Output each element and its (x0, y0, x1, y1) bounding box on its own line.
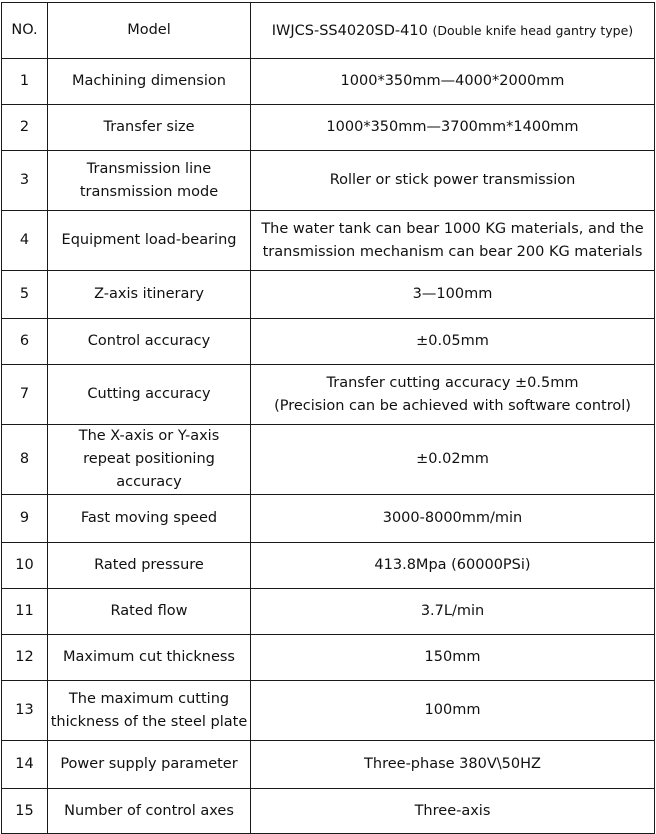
row-value: ±0.05mm (251, 319, 655, 365)
table-row (2, 681, 655, 741)
row-name: Machining dimension (48, 59, 251, 105)
row-name: Cutting accuracy (48, 365, 251, 425)
table-row (2, 425, 655, 495)
row-value: 3.7L/min (251, 589, 655, 635)
header-row (2, 3, 655, 59)
table-row (2, 589, 655, 635)
row-name-line: transmission mode (79, 183, 219, 200)
row-name-line: repeat positioning accuracy (83, 451, 215, 490)
row-value: 100mm (251, 681, 655, 741)
row-name: Maximum cut thickness (48, 635, 251, 681)
row-name: Control accuracy (48, 319, 251, 365)
row-name: Number of control axes (48, 789, 251, 834)
row-no: 12 (2, 635, 48, 681)
table-row (2, 211, 655, 271)
row-no: 1 (2, 59, 48, 105)
row-no: 11 (2, 589, 48, 635)
row-name (48, 151, 251, 211)
row-name: Fast moving speed (48, 495, 251, 543)
row-value: 1000*350mm—4000*2000mm (251, 59, 655, 105)
table-row (2, 105, 655, 151)
row-no: 3 (2, 151, 48, 211)
row-name-line: Transmission line (86, 160, 212, 177)
row-value-line: transmission mechanism can bear 200 KG materials (262, 243, 643, 260)
table-row (2, 543, 655, 589)
row-no: 10 (2, 543, 48, 589)
table-row (2, 789, 655, 834)
row-name: Z-axis itinerary (48, 271, 251, 319)
row-no: 4 (2, 211, 48, 271)
row-name: Rated pressure (48, 543, 251, 589)
row-no: 7 (2, 365, 48, 425)
table-row (2, 319, 655, 365)
row-name: Equipment load-bearing (48, 211, 251, 271)
row-value: 1000*350mm—3700mm*1400mm (251, 105, 655, 151)
row-no: 15 (2, 789, 48, 834)
row-name (48, 425, 251, 495)
row-name: Transfer size (48, 105, 251, 151)
table-row (2, 495, 655, 543)
table-row (2, 59, 655, 105)
row-value: Three-axis (251, 789, 655, 834)
row-value: 3000-8000mm/min (251, 495, 655, 543)
header-model-value: IWJCS-SS4020SD-410 (271, 22, 428, 39)
row-value: 3—100mm (251, 271, 655, 319)
row-name: Power supply parameter (48, 741, 251, 789)
row-name: Rated flow (48, 589, 251, 635)
row-name-line: The maximum cutting (68, 690, 230, 707)
row-no: 9 (2, 495, 48, 543)
row-no: 14 (2, 741, 48, 789)
row-value-line: The water tank can bear 1000 KG materials, and the (261, 220, 644, 237)
header-no: NO. (2, 3, 48, 59)
row-value: Roller or stick power transmission (251, 151, 655, 211)
row-name (48, 681, 251, 741)
row-value (251, 365, 655, 425)
row-no: 5 (2, 271, 48, 319)
row-value: Three-phase 380V\50HZ (251, 741, 655, 789)
row-no: 8 (2, 425, 48, 495)
table-row (2, 365, 655, 425)
row-value-line: Transfer cutting accuracy ±0.5mm (326, 374, 579, 391)
header-model-note: (Double knife head gantry type) (432, 22, 634, 38)
row-value (251, 211, 655, 271)
row-no: 2 (2, 105, 48, 151)
header-model-label: Model (48, 3, 251, 59)
row-no: 13 (2, 681, 48, 741)
row-value: ±0.02mm (251, 425, 655, 495)
table-row (2, 741, 655, 789)
row-value-line: (Precision can be achieved with software control) (274, 397, 631, 414)
row-no: 6 (2, 319, 48, 365)
row-name-line: The X-axis or Y-axis (78, 428, 220, 444)
spec-table (1, 2, 655, 834)
row-value: 413.8Mpa (60000PSi) (251, 543, 655, 589)
table-row (2, 635, 655, 681)
row-name-line: thickness of the steel plate (50, 713, 248, 730)
table-row (2, 271, 655, 319)
table-row (2, 151, 655, 211)
row-value: 150mm (251, 635, 655, 681)
header-model-cell (251, 3, 655, 59)
